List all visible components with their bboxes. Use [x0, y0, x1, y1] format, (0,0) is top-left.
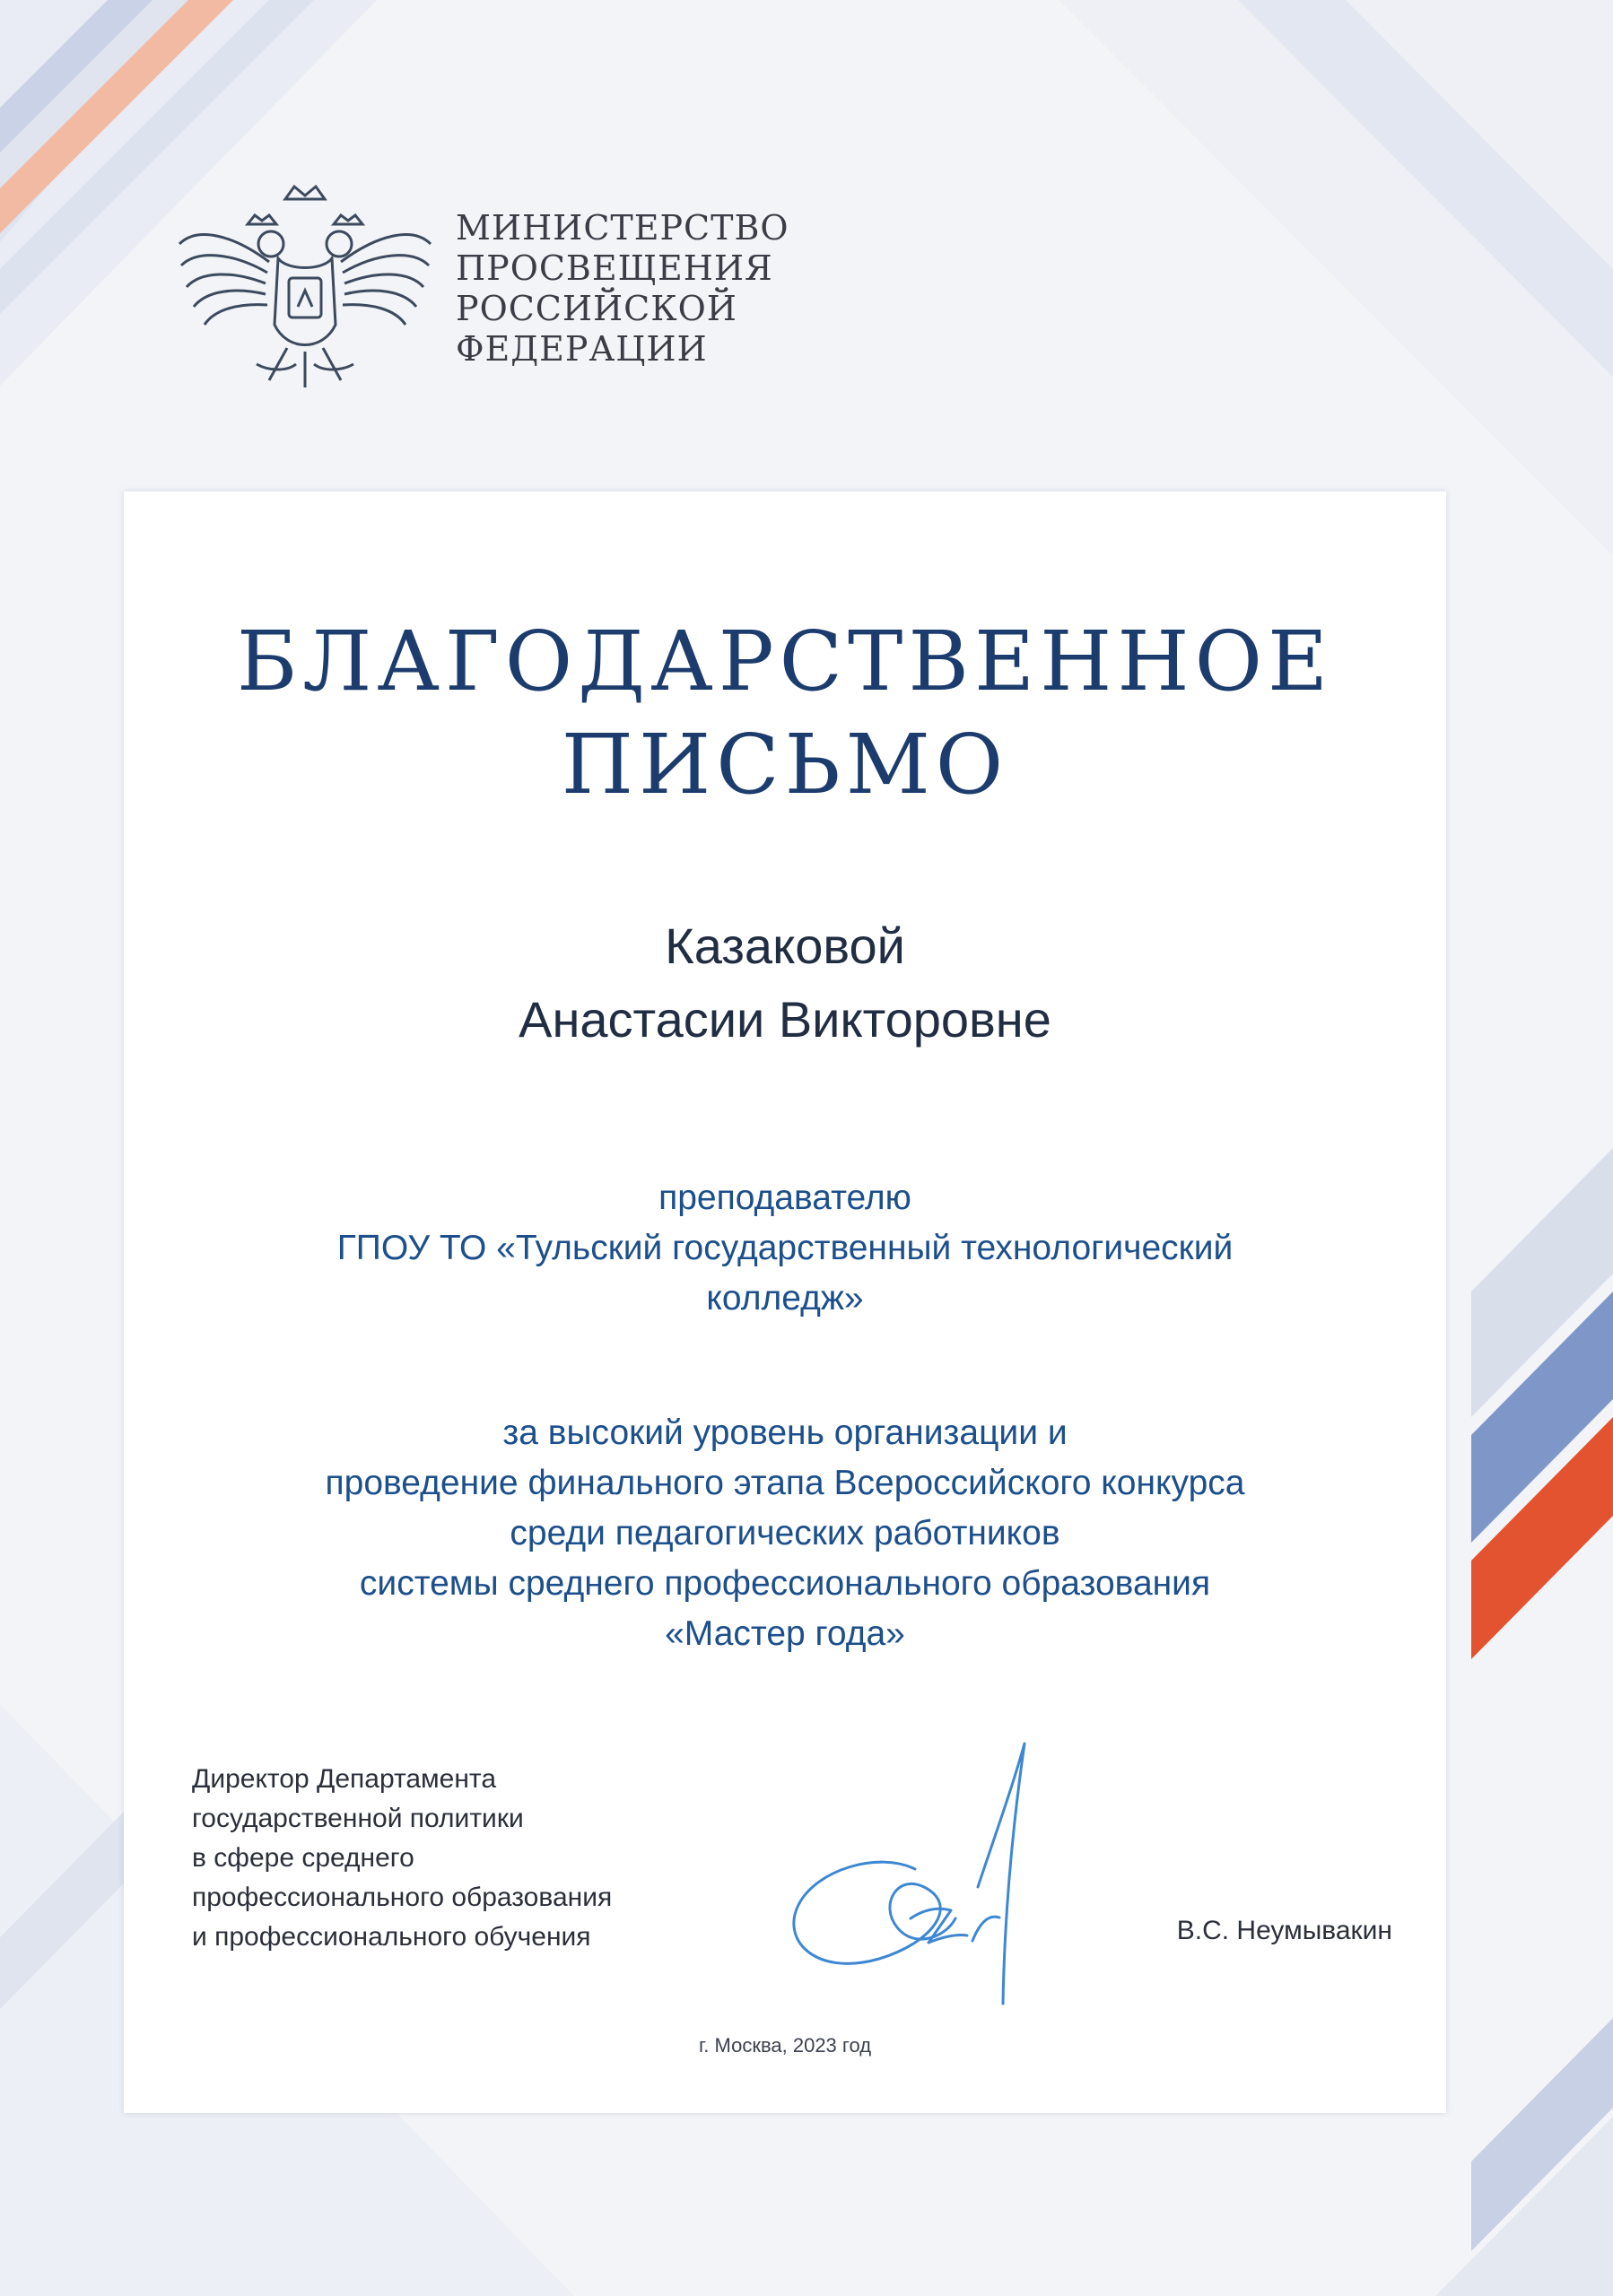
- recipient-line: Анастасии Викторовне: [519, 991, 1051, 1048]
- ministry-name-line: МИНИСТЕРСТВО: [456, 208, 789, 248]
- position-line: ГПОУ ТО «Тульский государственный технологический: [336, 1229, 1234, 1267]
- position-line: колледж»: [706, 1279, 864, 1318]
- title-line: БЛАГОДАРСТВЕННОЕ: [236, 613, 1334, 709]
- reason-line: за высокий уровень организации и: [502, 1413, 1068, 1452]
- letter-card: [124, 491, 1446, 2113]
- reason-line: «Мастер года»: [665, 1614, 905, 1653]
- reason-line: проведение финального этапа Всероссийского конкурса: [325, 1464, 1245, 1502]
- signer-title-line: государственной политики: [192, 1804, 524, 1833]
- ministry-name-line: ПРОСВЕЩЕНИЯ: [456, 248, 773, 288]
- ministry-header: [170, 172, 789, 405]
- recipient-name: [124, 909, 1446, 1057]
- handwritten-signature: [780, 1735, 1086, 2013]
- ministry-name: [456, 208, 789, 370]
- award-reason: [124, 1408, 1446, 1659]
- signer-title-line: профессионального образования: [192, 1883, 613, 1912]
- reason-line: среди педагогических работников: [510, 1514, 1060, 1552]
- signer-name: В.С. Неумывакин: [1176, 1916, 1392, 1945]
- reason-line: системы среднего профессионального образования: [359, 1564, 1211, 1603]
- ministry-name-line: ФЕДЕРАЦИИ: [456, 329, 708, 369]
- recipient-position: [124, 1173, 1446, 1324]
- document-title: [124, 610, 1446, 816]
- signer-title-line: в сфере среднего: [192, 1843, 414, 1873]
- place-date: г. Москва, 2023 год: [698, 2034, 872, 2057]
- signer-title-line: Директор Департамента: [192, 1764, 497, 1794]
- ministry-name-line: РОССИЙСКОЙ: [456, 289, 737, 328]
- title-line: ПИСЬМО: [561, 717, 1009, 813]
- signer-title-line: и профессионального обучения: [192, 1922, 591, 1952]
- double-headed-eagle-emblem-icon: [170, 172, 440, 405]
- signer-title: [192, 1760, 612, 1957]
- position-line: преподавателю: [658, 1178, 911, 1217]
- recipient-line: Казаковой: [665, 918, 905, 974]
